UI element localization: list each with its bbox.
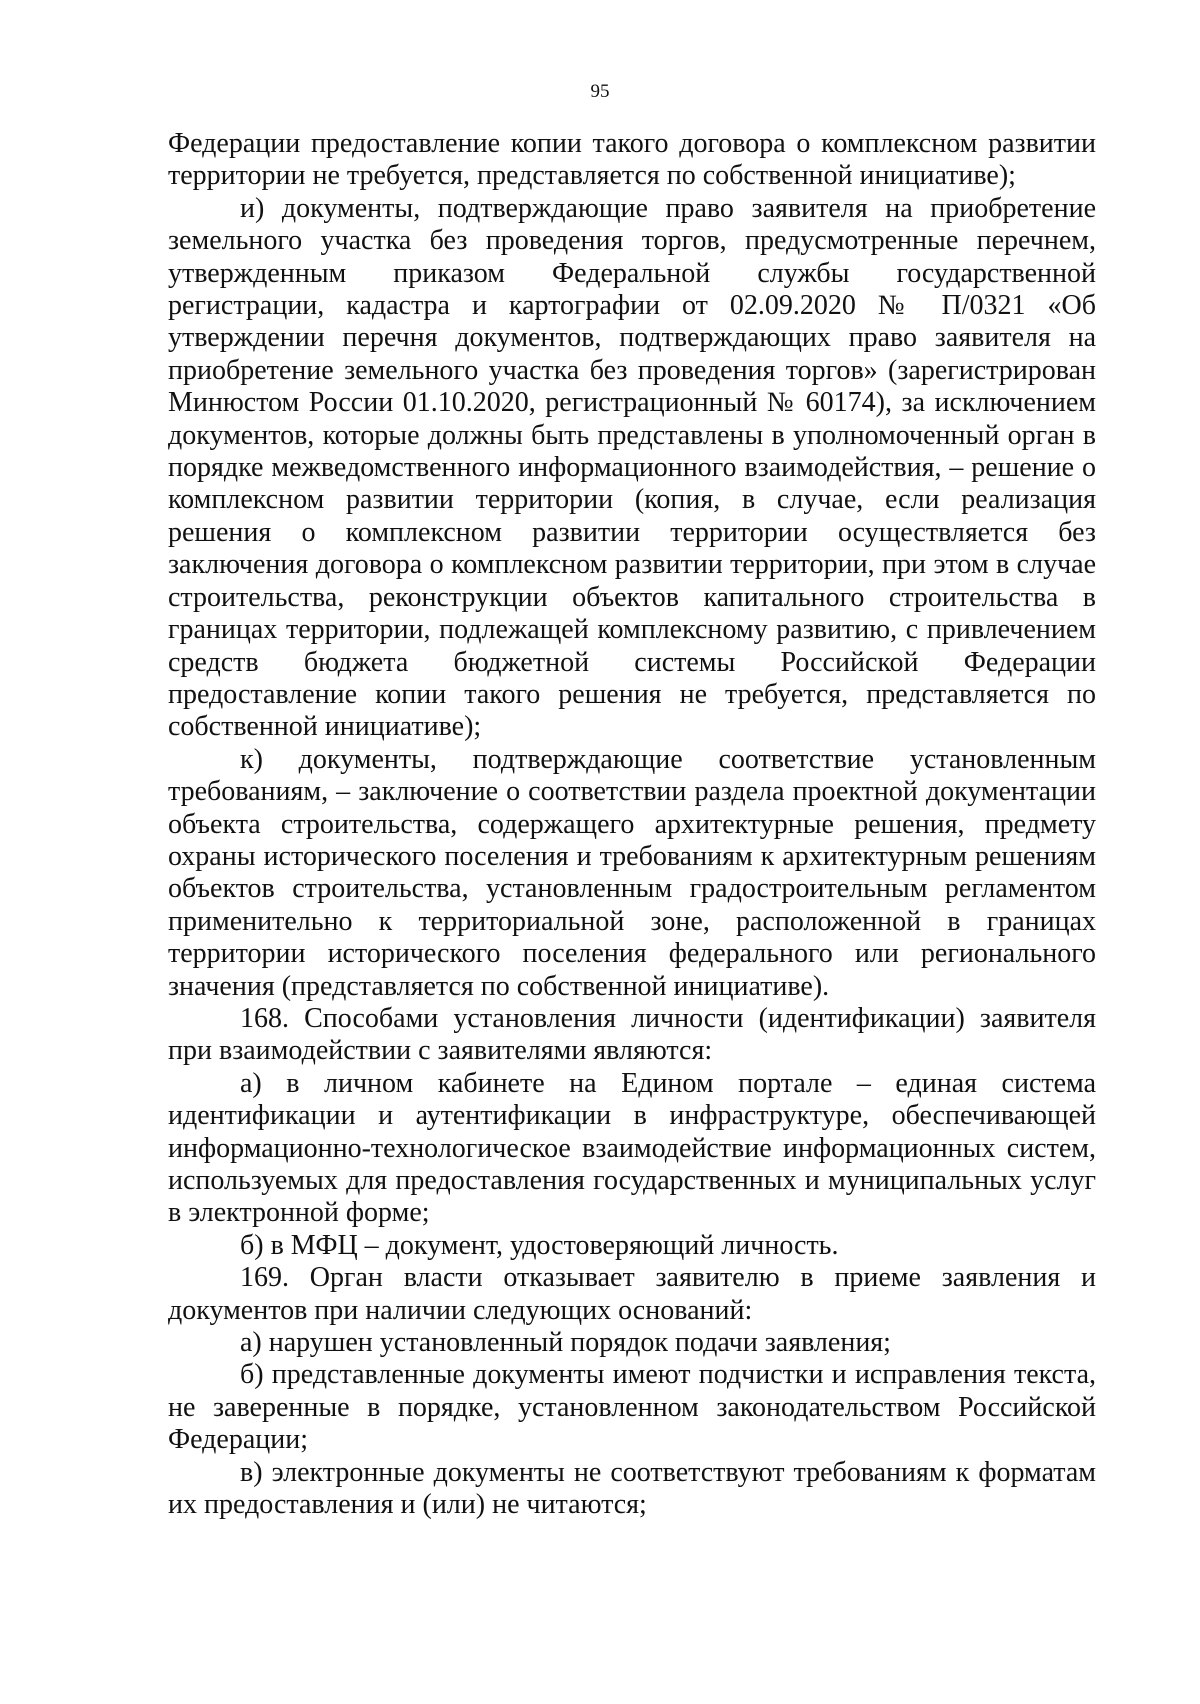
paragraph-169-refusal: 169. Орган власти отказывает заявителю в приеме заявления и документов при наличии следующих оснований: <box>168 1262 1096 1326</box>
page-number: 95 <box>590 81 610 102</box>
paragraph-169-v: в) электронные документы не соответствуют требованиям к форматам их предоставления и (или) не читаются; <box>168 1456 1096 1521</box>
paragraph-169-b: б) представленные документы имеют подчистки и исправления текста, не заверенные в порядке, установленном законодательством Российской Федерации; <box>168 1359 1096 1456</box>
paragraph-168-a-personal-account: а) в личном кабинете на Едином портале – единая система идентификации и аутентификации в инфраструктуре, обеспечивающей информационно-технологическое взаимодействие информационных систем, используемых для предоставления государственных и муниципальных услуг в электронной форме; <box>168 1067 1096 1229</box>
paragraph-contract-copy-continuation: Федерации предоставление копии такого договора о комплексном развитии территории не требуется, представляется по собственной инициативе); <box>168 128 1096 192</box>
paragraph-item-i-land-rights: и) документы, подтверждающие право заявителя на приобретение земельного участка без проведения торгов, предусмотренные перечнем, утвержденным приказом Федеральной службы государственной регистрации, кадастра и картографии от 02.09.2020 № П/0321 «Об утверждении перечня документов, подтверждающих право заявителя на приобретение земельного участка без проведения торгов» (зарегистрирован Минюстом России 01.10.2020, регистрационный № 60174), за исключением документов, которые должны быть представлены в уполномоченный орган в порядке межведомственного информационного взаимодействия, – решение о комплексном развитии территории (копия, в случае, если реализация решения о комплексном развитии территории осуществляется без заключения договора о комплексном развитии территории, при этом в случае строительства, реконструкции объектов капитального строительства в границах территории, подлежащей комплексному развитию, с привлечением средств бюджета бюджетной системы Российской Федерации предоставление копии такого решения не требуется, представляется по собственной инициативе); <box>168 192 1096 743</box>
paragraph-168-identification: 168. Способами установления личности (идентификации) заявителя при взаимодействии с заявителями являются: <box>168 1002 1096 1067</box>
paragraph-item-k-compliance: к) документы, подтверждающие соответствие установленным требованиям, – заключение о соответствии раздела проектной документации объекта строительства, содержащего архитектурные решения, предмету охраны исторического поселения и требованиям к архитектурным решениям объектов строительства, установленным градостроительным регламентом применительно к территориальной зоне, расположенной в границах территории исторического поселения федерального или регионального значения (представляется по собственной инициативе). <box>168 743 1096 1002</box>
paragraph-169-a: а) нарушен установленный порядок подачи заявления; <box>240 1327 891 1359</box>
paragraph-168-b-mfc: б) в МФЦ – документ, удостоверяющий личность. <box>240 1229 839 1261</box>
document-body <box>168 128 1096 1521</box>
